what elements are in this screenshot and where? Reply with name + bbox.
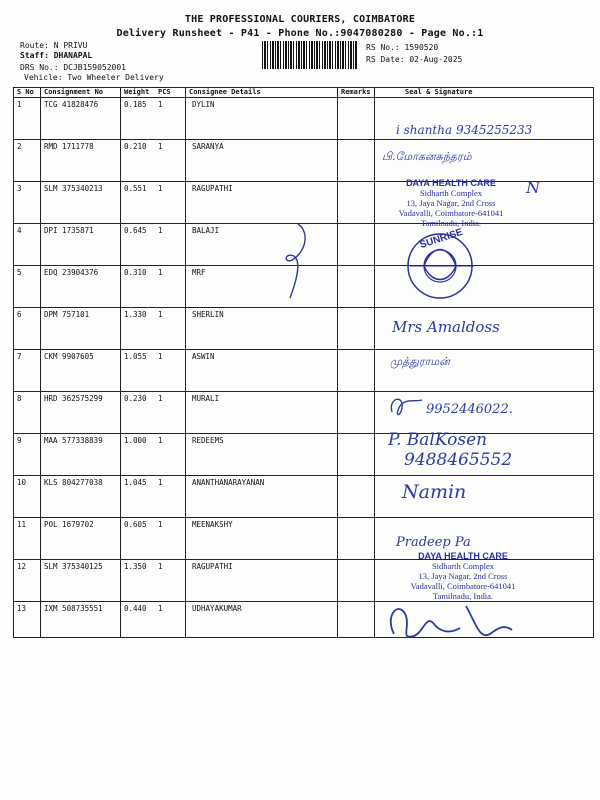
row-consignee: MEENAKSHY bbox=[186, 518, 338, 560]
row-consignment-no: IXM 508735551 bbox=[41, 602, 121, 638]
row-weight: 1.000 bbox=[124, 436, 147, 445]
row-weight: 1.350 bbox=[124, 562, 147, 571]
table-row bbox=[14, 476, 594, 518]
signature-8: 9952446022. bbox=[426, 402, 513, 417]
row-weight-pcs bbox=[121, 392, 186, 434]
row-pcs: 1 bbox=[158, 562, 163, 571]
row-sno: 12 bbox=[14, 560, 41, 602]
barcode-image bbox=[262, 41, 358, 69]
row-consignee: SHERLIN bbox=[186, 308, 338, 350]
vehicle-label: Vehicle: Two Wheeler Delivery bbox=[24, 73, 164, 82]
row-pcs: 1 bbox=[158, 352, 163, 361]
row-seal-signature bbox=[375, 602, 594, 638]
row-weight-pcs bbox=[121, 266, 186, 308]
row-sno: 4 bbox=[14, 224, 41, 266]
row-weight: 1.045 bbox=[124, 478, 147, 487]
runsheet-table bbox=[13, 87, 594, 638]
col-seal-header: Seal & Signature bbox=[375, 88, 594, 98]
row-seal-signature bbox=[375, 518, 594, 560]
col-sno-header: S No bbox=[14, 88, 41, 98]
row-pcs: 1 bbox=[158, 268, 163, 277]
table-row bbox=[14, 560, 594, 602]
row-consignee: ASWIN bbox=[186, 350, 338, 392]
signature-3: N bbox=[526, 178, 540, 197]
table-row bbox=[14, 266, 594, 308]
row-pcs: 1 bbox=[158, 100, 163, 109]
row-weight: 0.551 bbox=[124, 184, 147, 193]
row-consignee: REDEEMS bbox=[186, 434, 338, 476]
row-weight-pcs bbox=[121, 308, 186, 350]
row-remarks bbox=[338, 182, 375, 224]
row-remarks bbox=[338, 392, 375, 434]
row-consignment-no: SLM 375340125 bbox=[41, 560, 121, 602]
signature-10: Namin bbox=[402, 481, 467, 503]
row-pcs: 1 bbox=[158, 394, 163, 403]
row-pcs: 1 bbox=[158, 142, 163, 151]
row-consignment-no: KLS 804277038 bbox=[41, 476, 121, 518]
table-row bbox=[14, 140, 594, 182]
row-pcs: 1 bbox=[158, 436, 163, 445]
rs-date: RS Date: 02-Aug-2025 bbox=[366, 55, 463, 64]
row-consignee: BALAJI bbox=[186, 224, 338, 266]
row-remarks bbox=[338, 98, 375, 140]
row-weight: 0.230 bbox=[124, 394, 147, 403]
col-consignee-header: Consignee Details bbox=[186, 88, 338, 98]
row-consignment-no: RMD 1711778 bbox=[41, 140, 121, 182]
rs-number: RS No.: 1590520 bbox=[366, 43, 439, 52]
row-weight-pcs bbox=[121, 434, 186, 476]
row-seal-signature bbox=[375, 266, 594, 308]
company-title: THE PROFESSIONAL COURIERS, COIMBATORE bbox=[184, 14, 416, 25]
table-row bbox=[14, 308, 594, 350]
row-weight: 0.210 bbox=[124, 142, 147, 151]
table-header-row bbox=[14, 88, 594, 98]
row-consignment-no: CKM 9907605 bbox=[41, 350, 121, 392]
row-remarks bbox=[338, 560, 375, 602]
row-pcs: 1 bbox=[158, 184, 163, 193]
row-consignee: UDHAYAKUMAR bbox=[186, 602, 338, 638]
row-consignee: MRF bbox=[186, 266, 338, 308]
row-consignment-no: MAA 577338839 bbox=[41, 434, 121, 476]
row-consignment-no: EDQ 23904376 bbox=[41, 266, 121, 308]
table-row bbox=[14, 392, 594, 434]
row-pcs: 1 bbox=[158, 520, 163, 529]
table-row bbox=[14, 434, 594, 476]
row-weight: 0.310 bbox=[124, 268, 147, 277]
row-weight-pcs bbox=[121, 518, 186, 560]
row-seal-signature bbox=[375, 98, 594, 140]
row-seal-signature bbox=[375, 476, 594, 518]
row-weight-pcs bbox=[121, 602, 186, 638]
row-consignment-no: POL 1679702 bbox=[41, 518, 121, 560]
row-weight-pcs bbox=[121, 476, 186, 518]
row-sno: 8 bbox=[14, 392, 41, 434]
row-sno: 2 bbox=[14, 140, 41, 182]
row-sno: 5 bbox=[14, 266, 41, 308]
table-row bbox=[14, 518, 594, 560]
row-remarks bbox=[338, 140, 375, 182]
row-weight: 0.605 bbox=[124, 520, 147, 529]
row-sno: 7 bbox=[14, 350, 41, 392]
row-consignment-no: DPM 757101 bbox=[41, 308, 121, 350]
row-remarks bbox=[338, 518, 375, 560]
row-sno: 13 bbox=[14, 602, 41, 638]
row-sno: 3 bbox=[14, 182, 41, 224]
row-pcs: 1 bbox=[158, 604, 163, 613]
row-remarks bbox=[338, 350, 375, 392]
row-weight: 0.645 bbox=[124, 226, 147, 235]
row-consignment-no: TCG 41828476 bbox=[41, 98, 121, 140]
row-pcs: 1 bbox=[158, 478, 163, 487]
table-row bbox=[14, 98, 594, 140]
row-consignee: MURALI bbox=[186, 392, 338, 434]
row-seal-signature bbox=[375, 140, 594, 182]
signature-12: Pradeep Pa bbox=[396, 535, 471, 550]
row-remarks bbox=[338, 602, 375, 638]
col-weight-pcs-header: Weight PCS bbox=[121, 88, 186, 98]
row-consignee: RAGUPATHI bbox=[186, 560, 338, 602]
row-consignment-no: SLM 375340213 bbox=[41, 182, 121, 224]
row-weight-pcs bbox=[121, 560, 186, 602]
signature-1: i shantha 9345255233 bbox=[396, 123, 533, 137]
row-sno: 1 bbox=[14, 98, 41, 140]
daya-stamp-2: DAYA HEALTH CARE Sidharth Complex 13, Jaya Nagar, 2nd Cross Vadavalli, Coimbatore-641041 Tamilnadu, India. bbox=[410, 551, 516, 601]
row-weight-pcs bbox=[121, 224, 186, 266]
runsheet-subtitle: Delivery Runsheet - P41 - Phone No.:9047080280 - Page No.:1 bbox=[116, 28, 484, 39]
row-consignee: RAGUPATHI bbox=[186, 182, 338, 224]
row-pcs: 1 bbox=[158, 226, 163, 235]
row-seal-signature bbox=[375, 182, 594, 224]
table-row bbox=[14, 224, 594, 266]
row-seal-signature bbox=[375, 308, 594, 350]
drs-number: DRS No.: DCJB159052001 bbox=[20, 63, 126, 72]
signature-7: முத்துராமன் bbox=[390, 355, 450, 368]
row-consignment-no: DPI 1735871 bbox=[41, 224, 121, 266]
col-remarks-header: Remarks bbox=[338, 88, 375, 98]
row-seal-signature bbox=[375, 434, 594, 476]
row-consignment-no: HRD 362575299 bbox=[41, 392, 121, 434]
table-row bbox=[14, 602, 594, 638]
row-sno: 9 bbox=[14, 434, 41, 476]
row-weight: 1.330 bbox=[124, 310, 147, 319]
signature-9b: 9488465552 bbox=[404, 450, 513, 470]
row-remarks bbox=[338, 266, 375, 308]
row-sno: 6 bbox=[14, 308, 41, 350]
signature-2: பி.மோகனசுந்தரம் bbox=[382, 150, 472, 163]
row-sno: 11 bbox=[14, 518, 41, 560]
row-seal-signature bbox=[375, 560, 594, 602]
route-label: Route: N PRIVU bbox=[20, 41, 88, 50]
row-weight-pcs bbox=[121, 140, 186, 182]
row-seal-signature bbox=[375, 224, 594, 266]
signature-6: Mrs Amaldoss bbox=[392, 318, 500, 336]
table-row bbox=[14, 182, 594, 224]
table-row bbox=[14, 350, 594, 392]
row-remarks bbox=[338, 476, 375, 518]
row-seal-signature bbox=[375, 350, 594, 392]
row-weight-pcs bbox=[121, 350, 186, 392]
row-weight: 0.185 bbox=[124, 100, 147, 109]
row-weight: 0.440 bbox=[124, 604, 147, 613]
row-consignee: DYLIN bbox=[186, 98, 338, 140]
row-remarks bbox=[338, 434, 375, 476]
signature-9a: P. BalKosen bbox=[388, 430, 488, 450]
staff-label: Staff: DHANAPAL bbox=[20, 51, 93, 60]
row-weight-pcs bbox=[121, 182, 186, 224]
row-sno: 10 bbox=[14, 476, 41, 518]
col-consignment-header: Consignment No bbox=[41, 88, 121, 98]
row-weight: 1.055 bbox=[124, 352, 147, 361]
daya-stamp-1: DAYA HEALTH CARE Sidharth Complex 13, Jaya Nagar, 2nd Cross Vadavalli, Coimbatore-641041 Tamilnadu, India. bbox=[398, 178, 504, 228]
row-consignee: SARANYA bbox=[186, 140, 338, 182]
sunrise-seal-text: SUNRISE bbox=[418, 226, 465, 252]
row-seal-signature bbox=[375, 392, 594, 434]
row-remarks bbox=[338, 224, 375, 266]
row-pcs: 1 bbox=[158, 310, 163, 319]
row-weight-pcs bbox=[121, 98, 186, 140]
row-consignee: ANANTHANARAYANAN bbox=[186, 476, 338, 518]
row-remarks bbox=[338, 308, 375, 350]
